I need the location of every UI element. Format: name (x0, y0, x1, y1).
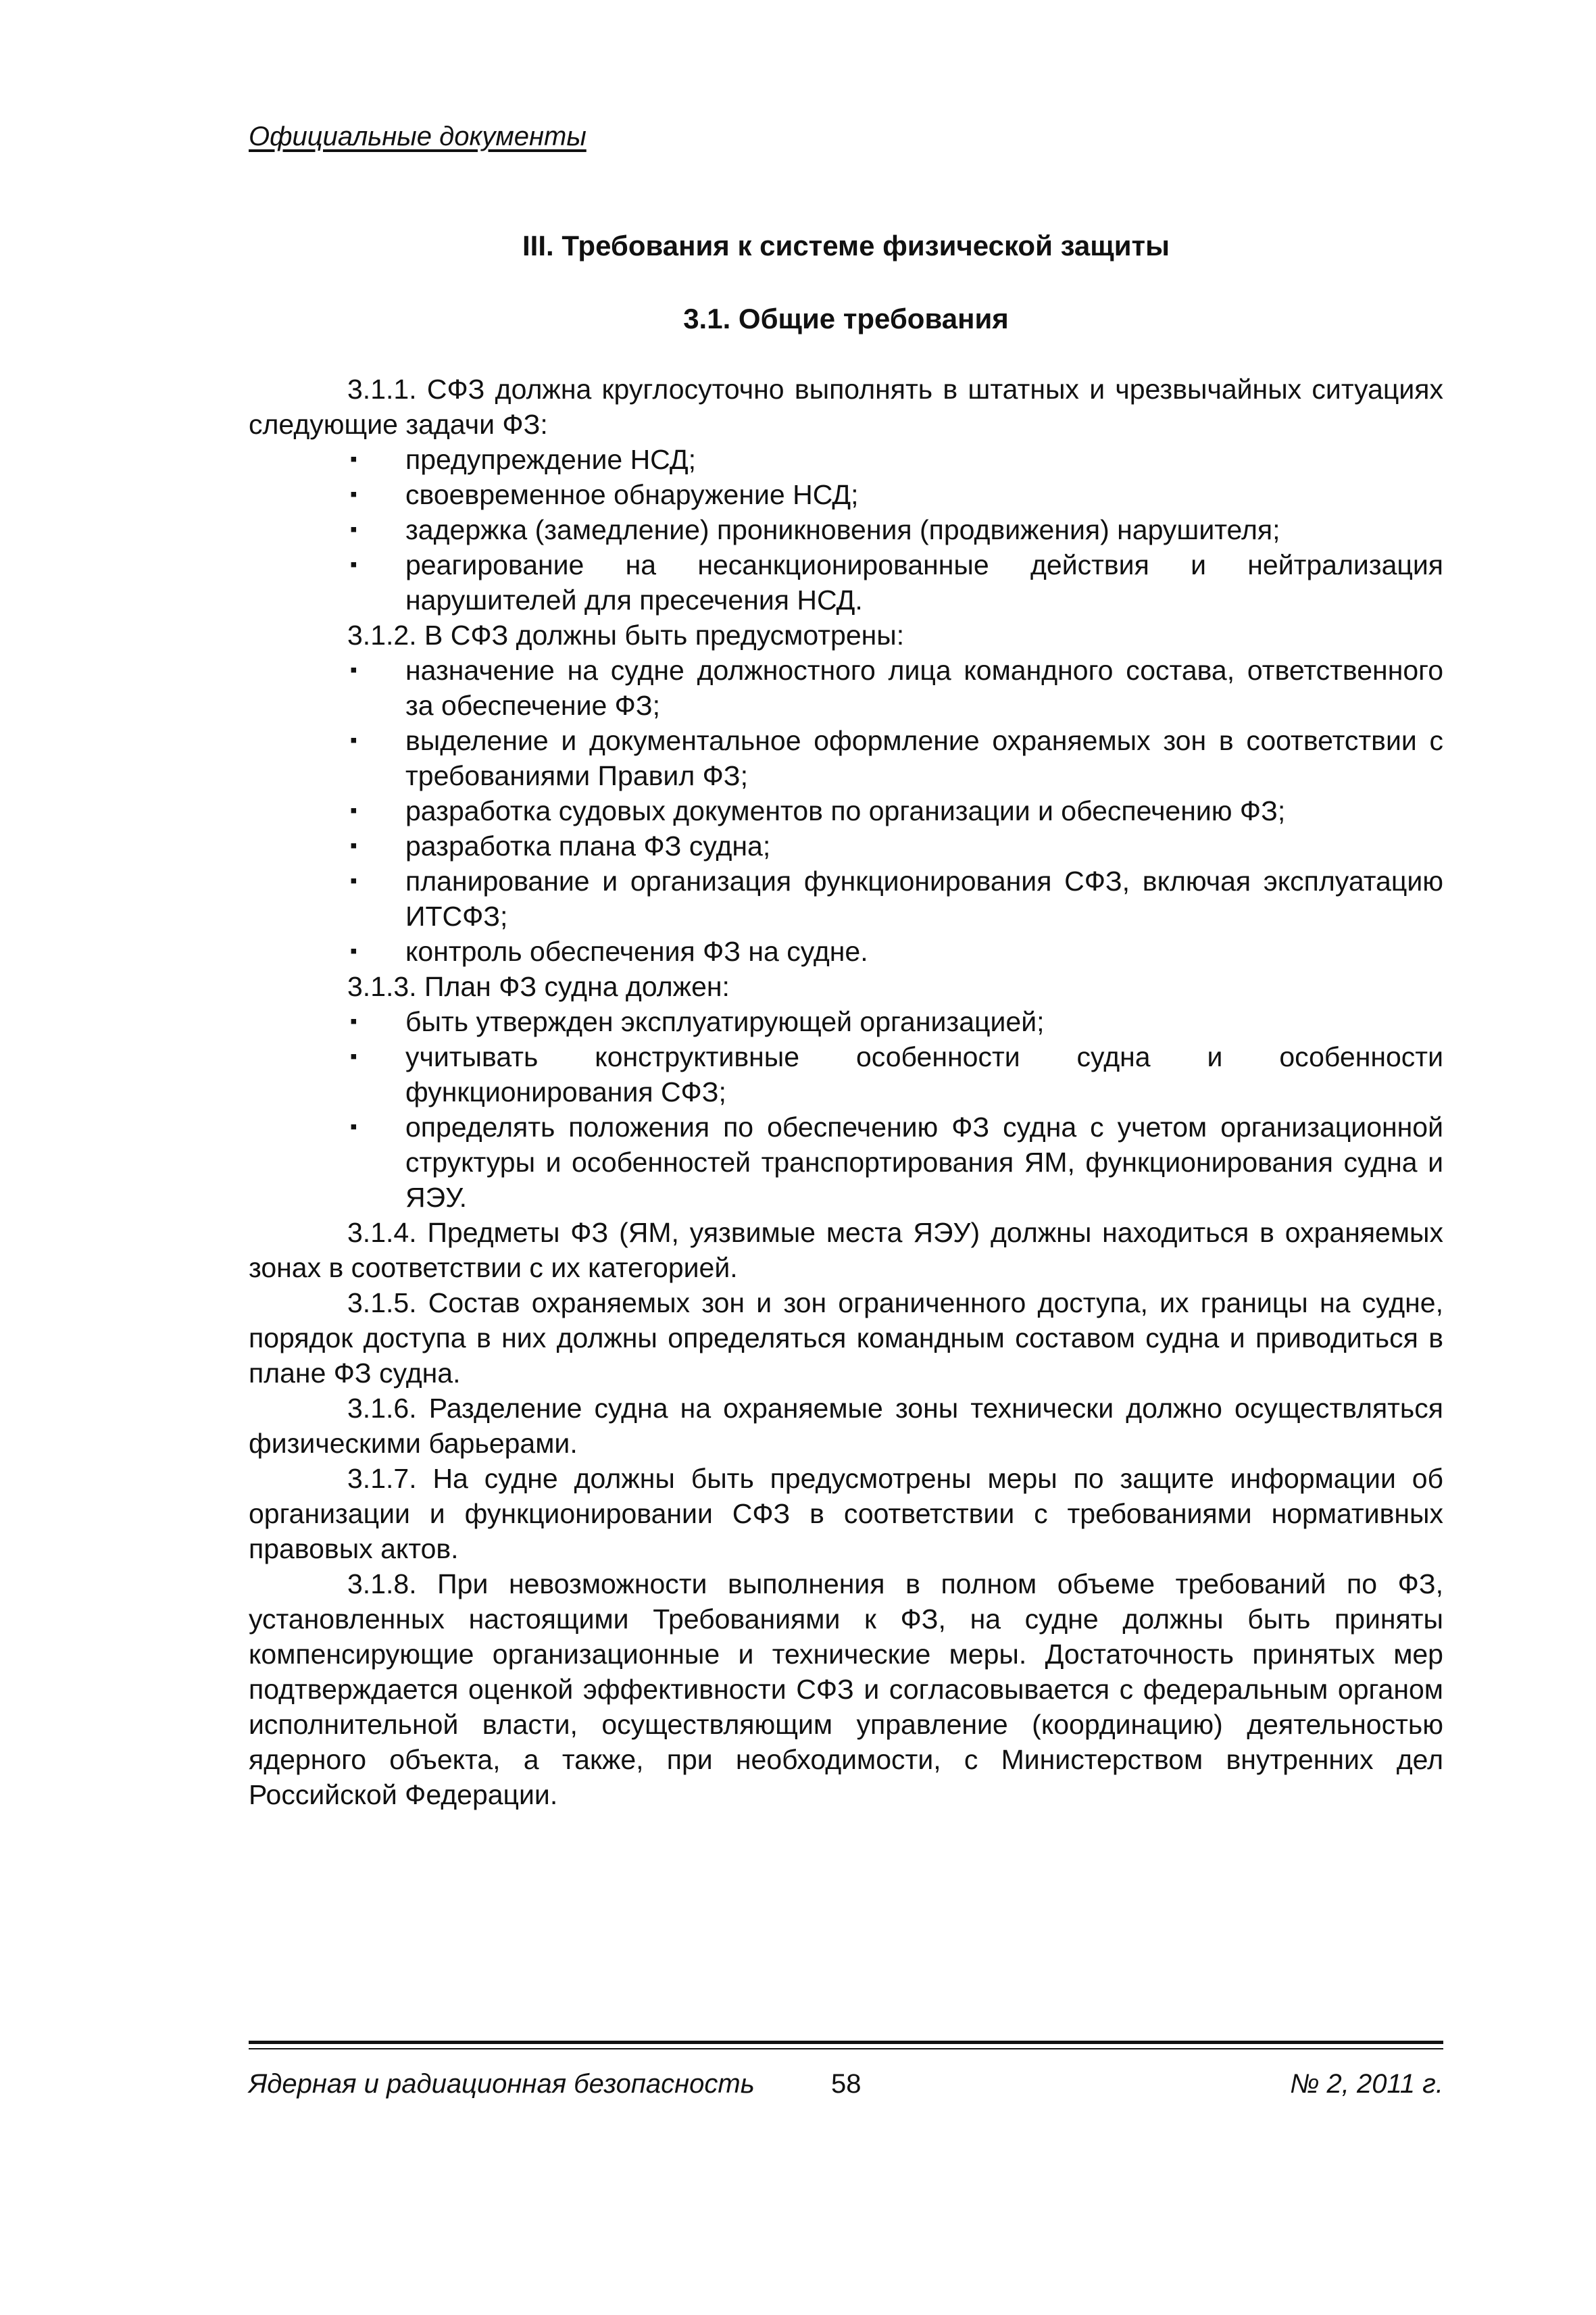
bullet-marker-icon: ▪ (350, 483, 357, 505)
list-item-text: назначение на судне должностного лица командного состава, ответственного за обеспечение ФЗ; (405, 655, 1443, 721)
footer-issue: № 2, 2011 г. (1290, 2069, 1443, 2099)
section-title: III. Требования к системе физической защиты (522, 230, 1170, 262)
bullet-marker-icon: ▪ (350, 448, 357, 470)
bullet-marker-icon: ▪ (350, 518, 357, 541)
running-head: Официальные документы (249, 122, 587, 151)
bullet-list (249, 1004, 1443, 1215)
list-item-text: планирование и организация функционирования СФЗ, включая эксплуатацию ИТСФЗ; (405, 866, 1443, 932)
paragraph: 3.1.8. При невозможности выполнения в полном объеме требований по ФЗ, установленных настоящими Требованиями к ФЗ, на судне должны быть приняты компенсирующие организационные и технические меры. Достаточность принятых мер подтверждается оценкой эффективности СФЗ и согласовывается с федеральным органом исполнительной власти, осуществляющим управление (координацию) деятельностью ядерного объекта, а также, при необходимости, с Министерством внутренних дел Российской Федерации. (249, 1568, 1443, 1810)
list-item (249, 442, 1443, 477)
footer-journal-title: Ядерная и радиационная безопасность (249, 2069, 755, 2099)
list-item (249, 512, 1443, 547)
list-item-text: разработка судовых документов по организации и обеспечению ФЗ; (405, 795, 1286, 826)
list-item-text: выделение и документальное оформление охраняемых зон в соответствии с требованиями Правил ФЗ; (405, 725, 1443, 791)
bullet-marker-icon: ▪ (350, 659, 357, 681)
list-item-text: своевременное обнаружение НСД; (405, 479, 859, 510)
list-item-text: разработка плана ФЗ судна; (405, 830, 771, 862)
bullet-marker-icon: ▪ (350, 1045, 357, 1068)
list-item-text: определять положения по обеспечению ФЗ судна с учетом организационной структуры и особенностей транспортирования ЯМ, функционирования судна и ЯЭУ. (405, 1112, 1443, 1213)
paragraph: 3.1.4. Предметы ФЗ (ЯМ, уязвимые места ЯЭУ) должны находиться в охраняемых зонах в соответствии с их категорией. (249, 1217, 1443, 1283)
list-item-text: контроль обеспечения ФЗ на судне. (405, 936, 868, 967)
list-item-text: предупреждение НСД; (405, 444, 697, 475)
bullet-list (249, 442, 1443, 618)
list-item (249, 653, 1443, 723)
footer-page-number: 58 (831, 2069, 862, 2099)
bullet-marker-icon: ▪ (350, 799, 357, 822)
bullet-marker-icon: ▪ (350, 729, 357, 751)
list-item (249, 723, 1443, 793)
footer-divider (249, 2041, 1443, 2049)
body-text (249, 372, 1443, 1812)
paragraph: 3.1.7. На судне должны быть предусмотрены меры по защите информации об организации и функционировании СФЗ в соответствии с требованиями нормативных правовых актов. (249, 1463, 1443, 1564)
list-item-text: учитывать конструктивные особенности судна и особенности функционирования СФЗ; (405, 1041, 1443, 1107)
bullet-marker-icon: ▪ (350, 1010, 357, 1032)
list-item (249, 793, 1443, 828)
paragraph: 3.1.2. В СФЗ должны быть предусмотрены: (347, 620, 905, 651)
paragraph: 3.1.3. План ФЗ судна должен: (347, 971, 730, 1002)
bullet-marker-icon: ▪ (350, 553, 357, 576)
paragraph: 3.1.1. СФЗ должна круглосуточно выполнять в штатных и чрезвычайных ситуациях следующие задачи ФЗ: (249, 374, 1443, 440)
list-item-text: задержка (замедление) проникновения (продвижения) нарушителя; (405, 514, 1280, 545)
footer-rule-thick (249, 2041, 1443, 2044)
footer-rule-thin (249, 2048, 1443, 2049)
paragraph: 3.1.6. Разделение судна на охраняемые зоны технически должно осуществляться физическими барьерами. (249, 1393, 1443, 1459)
list-item-text: быть утвержден эксплуатирующей организацией; (405, 1006, 1045, 1037)
document-page (249, 0, 1443, 2315)
list-item-text: реагирование на несанкционированные действия и нейтрализация нарушителей для пресечения НСД. (405, 549, 1443, 616)
list-item (249, 547, 1443, 618)
bullet-list (249, 653, 1443, 969)
list-item (249, 864, 1443, 934)
bullet-marker-icon: ▪ (350, 870, 357, 892)
page-footer (249, 2066, 1443, 2101)
bullet-marker-icon: ▪ (350, 1116, 357, 1138)
list-item (249, 1004, 1443, 1039)
list-item (249, 1039, 1443, 1110)
section-subtitle: 3.1. Общие требования (683, 303, 1009, 334)
list-item (249, 828, 1443, 864)
list-item (249, 477, 1443, 512)
bullet-marker-icon: ▪ (350, 940, 357, 962)
paragraph: 3.1.5. Состав охраняемых зон и зон ограниченного доступа, их границы на судне, порядок доступа в них должны определяться командным составом судна и приводиться в плане ФЗ судна. (249, 1287, 1443, 1389)
bullet-marker-icon: ▪ (350, 835, 357, 857)
list-item (249, 1110, 1443, 1215)
list-item (249, 934, 1443, 969)
